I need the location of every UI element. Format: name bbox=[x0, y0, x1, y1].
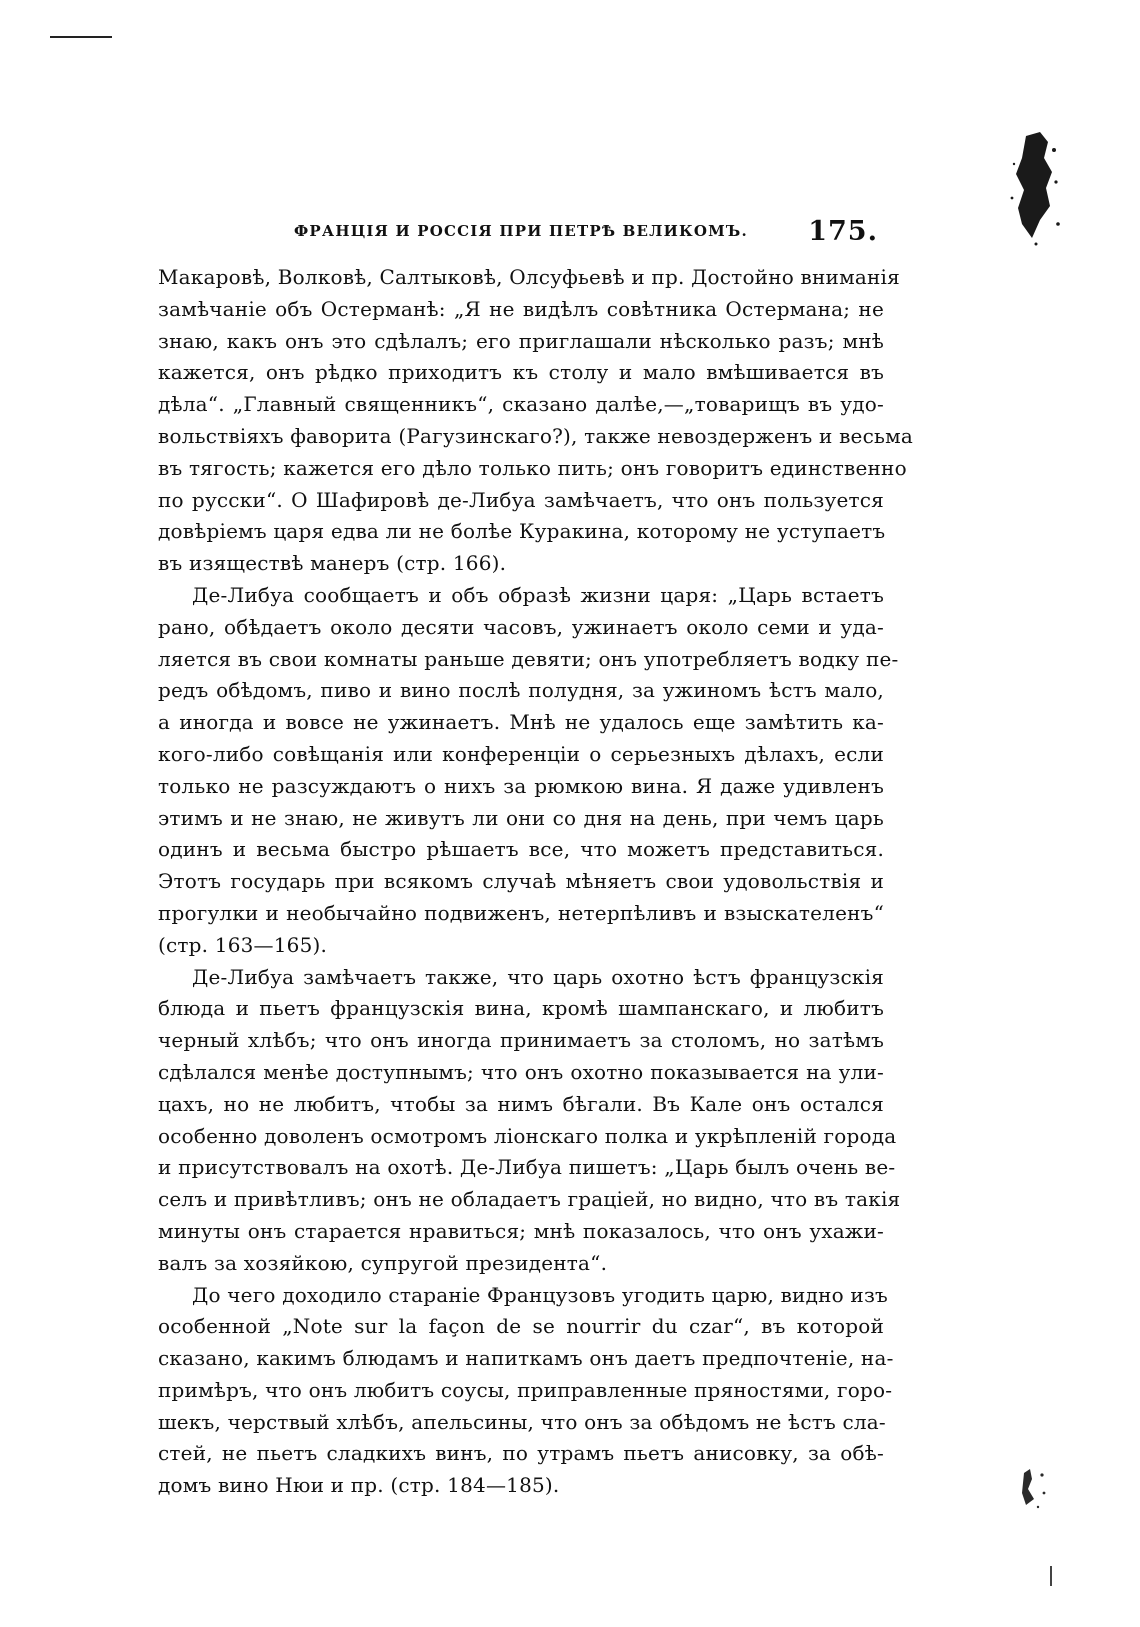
text-line: блюда и пьетъ французскія вина, кромѣ шампанскаго, и любитъ bbox=[158, 996, 884, 1021]
text-line: цахъ, но не любитъ, чтобы за нимъ бѣгали. Въ Кале онъ остался bbox=[158, 1091, 884, 1116]
text-line: сдѣлался менѣе доступнымъ; что онъ охотно показывается на ули- bbox=[158, 1059, 884, 1084]
text-line: валъ за хозяйкою, супругой президента“. bbox=[158, 1250, 608, 1275]
page-number: 175. bbox=[808, 216, 878, 247]
text-line: Де-Либуа сообщаетъ и объ образѣ жизни царя: „Царь встаетъ bbox=[192, 582, 884, 607]
text-line: только не разсуждаютъ о нихъ за рюмкою вина. Я даже удивленъ bbox=[158, 773, 884, 798]
text-line: ляется въ свои комнаты раньше девяти; онъ употребляетъ водку пе- bbox=[158, 646, 899, 671]
text-line: сказано, какимъ блюдамъ и напиткамъ онъ даетъ предпочтеніе, на- bbox=[158, 1346, 894, 1371]
text-line: (стр. 163—165). bbox=[158, 932, 328, 957]
text-line: селъ и привѣтливъ; онъ не обладаетъ граціей, но видно, что въ такія bbox=[158, 1187, 901, 1212]
text-line: вольствіяхъ фаворита (Рагузинскаго?), также невоздерженъ и весьма bbox=[158, 423, 913, 448]
text-line: рано, обѣдаетъ около десяти часовъ, ужинаетъ около семи и уда- bbox=[158, 614, 884, 639]
scan-ink-blot bbox=[1006, 128, 1062, 248]
text-line: прогулки и необычайно подвиженъ, нетерпѣливъ и взыскателенъ“ bbox=[158, 900, 884, 925]
running-title: ФРАНЦІЯ И РОССІЯ ПРИ ПЕТРѢ ВЕЛИКОМЪ. bbox=[294, 222, 748, 240]
text-line: дѣла“. „Главный священникъ“, сказано далѣе,—„товарищъ въ удо- bbox=[158, 392, 884, 417]
text-line: стей, не пьетъ сладкихъ винъ, по утрамъ пьетъ анисовку, за обѣ- bbox=[158, 1441, 884, 1466]
text-line: минуты онъ старается нравиться; мнѣ показалось, что онъ ухажи- bbox=[158, 1218, 884, 1243]
text-line: довѣріемъ царя едва ли не болѣе Куракина, которому не уступаетъ bbox=[158, 519, 886, 544]
text-line: этимъ и не знаю, не живутъ ли они со дня на день, при чемъ царь bbox=[158, 805, 884, 830]
text-line: кого-либо совѣщанія или конференціи о серьезныхъ дѣлахъ, если bbox=[158, 741, 884, 766]
text-line: замѣчаніе объ Остерманѣ: „Я не видѣлъ совѣтника Остермана; не bbox=[158, 296, 884, 321]
text-line: и присутствовалъ на охотѣ. Де-Либуа пишетъ: „Царь былъ очень ве- bbox=[158, 1155, 896, 1180]
scan-edge-tick bbox=[1050, 1566, 1052, 1586]
text-line: а иногда и вовсе не ужинаетъ. Мнѣ не удалось еще замѣтить ка- bbox=[158, 710, 884, 735]
text-line: кажется, онъ рѣдко приходитъ къ столу и мало вмѣшивается въ bbox=[158, 360, 884, 385]
text-line: шекъ, черствый хлѣбъ, апельсины, что онъ за обѣдомъ не ѣстъ сла- bbox=[158, 1409, 886, 1434]
text-line: особенной „Note sur la façon de se nourrir du czar“, въ которой bbox=[158, 1314, 884, 1339]
text-line: въ изяществѣ манеръ (стр. 166). bbox=[158, 551, 507, 576]
scan-edge-mark bbox=[50, 36, 112, 38]
text-line: по русски“. О Шафировѣ де-Либуа замѣчаетъ, что онъ пользуется bbox=[158, 487, 884, 512]
text-line: знаю, какъ онъ это сдѣлалъ; его приглашали нѣсколько разъ; мнѣ bbox=[158, 328, 884, 353]
text-line: До чего доходило стараніе Французовъ угодить царю, видно изъ bbox=[192, 1282, 888, 1307]
text-line: черный хлѣбъ; что онъ иногда принимаетъ за столомъ, но затѣмъ bbox=[158, 1028, 884, 1053]
text-line: Этотъ государь при всякомъ случаѣ мѣняетъ свои удовольствія и bbox=[158, 869, 884, 894]
text-line: редъ обѣдомъ, пиво и вино послѣ полудня, за ужиномъ ѣстъ мало, bbox=[158, 678, 884, 703]
running-header bbox=[160, 216, 880, 248]
text-line: Де-Либуа замѣчаетъ также, что царь охотно ѣстъ французскія bbox=[192, 964, 884, 989]
scan-ink-speck bbox=[1016, 1463, 1048, 1511]
text-line: Макаровѣ, Волковѣ, Салтыковѣ, Олсуфьевѣ и пр. Достойно вниманія bbox=[158, 265, 900, 289]
text-line: особенно доволенъ осмотромъ ліонскаго полка и укрѣпленій города bbox=[158, 1123, 897, 1148]
text-line: домъ вино Нюи и пр. (стр. 184—185). bbox=[158, 1473, 560, 1498]
text-line: одинъ и весьма быстро рѣшаетъ все, что можетъ представиться. bbox=[158, 837, 884, 862]
body-text bbox=[158, 262, 913, 1502]
text-line: въ тягость; кажется его дѣло только пить; онъ говоритъ единственно bbox=[158, 455, 907, 480]
text-line: примѣръ, что онъ любитъ соусы, приправленные пряностями, горо- bbox=[158, 1377, 893, 1402]
